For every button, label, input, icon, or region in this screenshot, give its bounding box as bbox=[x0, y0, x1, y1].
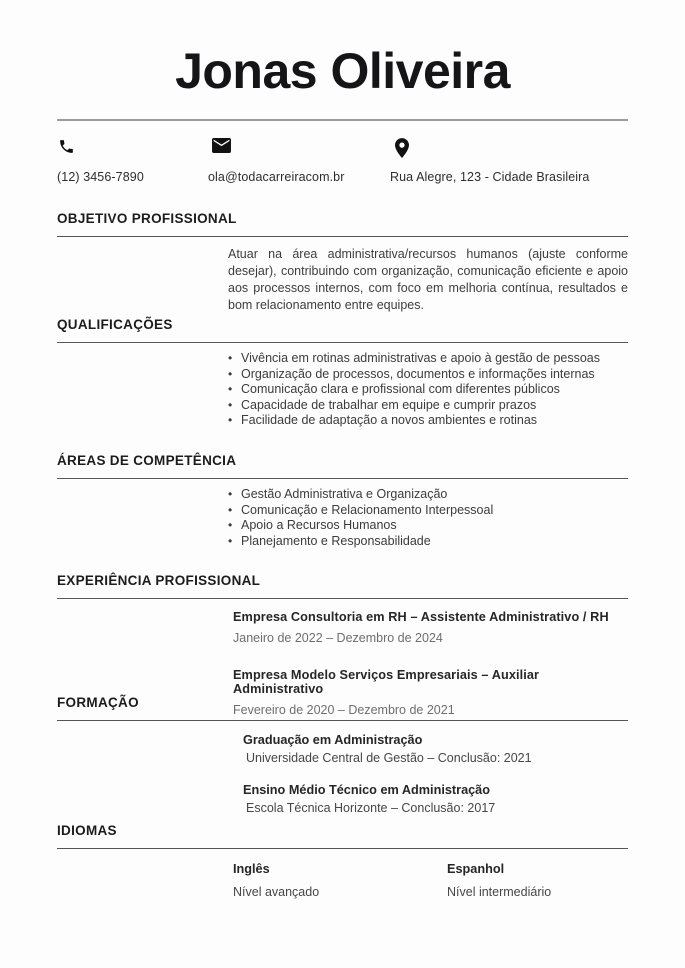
section-heading-experience: EXPERIÊNCIA PROFISSIONAL bbox=[57, 573, 261, 588]
location-icon bbox=[395, 138, 589, 158]
language-entry bbox=[233, 849, 319, 899]
language-level: Nível avançado bbox=[233, 885, 320, 899]
job-title: Empresa Consultoria em RH – Assistente Administrativo / RH bbox=[233, 610, 609, 624]
list-item: • Comunicação e Relacionamento Interpessoal bbox=[227, 503, 628, 519]
list-item: • Facilidade de adaptação a novos ambientes e rotinas bbox=[227, 413, 628, 429]
list-item: • Organização de processos, documentos e informações internas bbox=[227, 367, 628, 383]
header-divider bbox=[57, 119, 628, 121]
education-detail: Universidade Central de Gestão – Conclusão: 2021 bbox=[246, 751, 532, 765]
contact-address-text: Rua Alegre, 123 - Cidade Brasileira bbox=[390, 170, 590, 184]
section-education bbox=[57, 695, 628, 815]
qualifications-list bbox=[227, 351, 628, 429]
competencies-list bbox=[227, 487, 628, 549]
job-entry bbox=[233, 610, 628, 645]
phone-icon bbox=[58, 138, 144, 158]
section-objective bbox=[57, 211, 628, 314]
languages-row bbox=[57, 849, 628, 929]
job-period: Fevereiro de 2020 – Dezembro de 2021 bbox=[233, 703, 455, 717]
list-item: • Comunicação clara e profissional com diferentes públicos bbox=[227, 382, 628, 398]
list-item: • Gestão Administrativa e Organização bbox=[227, 487, 628, 503]
section-languages bbox=[57, 823, 628, 929]
contact-phone-text: (12) 3456-7890 bbox=[57, 170, 144, 184]
email-icon bbox=[212, 138, 344, 158]
section-heading-languages: IDIOMAS bbox=[57, 823, 117, 838]
section-rule bbox=[57, 720, 628, 721]
section-heading-competencies: ÁREAS DE COMPETÊNCIA bbox=[57, 453, 237, 468]
section-competencies bbox=[57, 453, 628, 549]
page-title: Jonas Oliveira bbox=[175, 43, 510, 99]
section-heading-qualifications: QUALIFICAÇÕES bbox=[57, 317, 173, 332]
contact-email-text: ola@todacarreiracom.br bbox=[208, 170, 345, 184]
list-item: • Apoio a Recursos Humanos bbox=[227, 518, 628, 534]
list-item: • Capacidade de trabalhar em equipe e cumprir prazos bbox=[227, 398, 628, 414]
language-entry bbox=[447, 849, 551, 899]
section-qualifications bbox=[57, 317, 628, 429]
objective-paragraph: Atuar na área administrativa/recursos humanos (ajuste conforme desejar), contribuindo com organização, comunicação eficiente e apoio aos processos internos, com foco em melhoria contínua, resultados e bom relacionamento entre equipes. bbox=[228, 247, 628, 312]
contact-phone bbox=[57, 138, 144, 186]
job-title: Empresa Modelo Serviços Empresariais – Auxiliar Administrativo bbox=[233, 668, 540, 696]
contact-address bbox=[390, 138, 589, 186]
education-title: Ensino Médio Técnico em Administração bbox=[243, 783, 490, 797]
language-level: Nível intermediário bbox=[447, 885, 552, 899]
list-item: • Vivência em rotinas administrativas e apoio à gestão de pessoas bbox=[227, 351, 628, 367]
education-entry bbox=[243, 733, 628, 765]
education-entry bbox=[243, 783, 628, 815]
language-name: Espanhol bbox=[447, 862, 505, 876]
section-rule bbox=[57, 598, 628, 599]
section-rule bbox=[57, 478, 628, 479]
language-name: Inglês bbox=[233, 862, 270, 876]
education-detail: Escola Técnica Horizonte – Conclusão: 2017 bbox=[246, 801, 496, 815]
contact-bar bbox=[57, 138, 628, 186]
education-title: Graduação em Administração bbox=[243, 733, 423, 747]
section-rule bbox=[57, 236, 628, 237]
list-item: • Planejamento e Responsabilidade bbox=[227, 534, 628, 550]
section-heading-objective: OBJETIVO PROFISSIONAL bbox=[57, 211, 237, 226]
contact-email bbox=[208, 138, 344, 186]
section-rule bbox=[57, 342, 628, 343]
job-period: Janeiro de 2022 – Dezembro de 2024 bbox=[233, 631, 443, 645]
section-heading-education: FORMAÇÃO bbox=[57, 695, 139, 710]
